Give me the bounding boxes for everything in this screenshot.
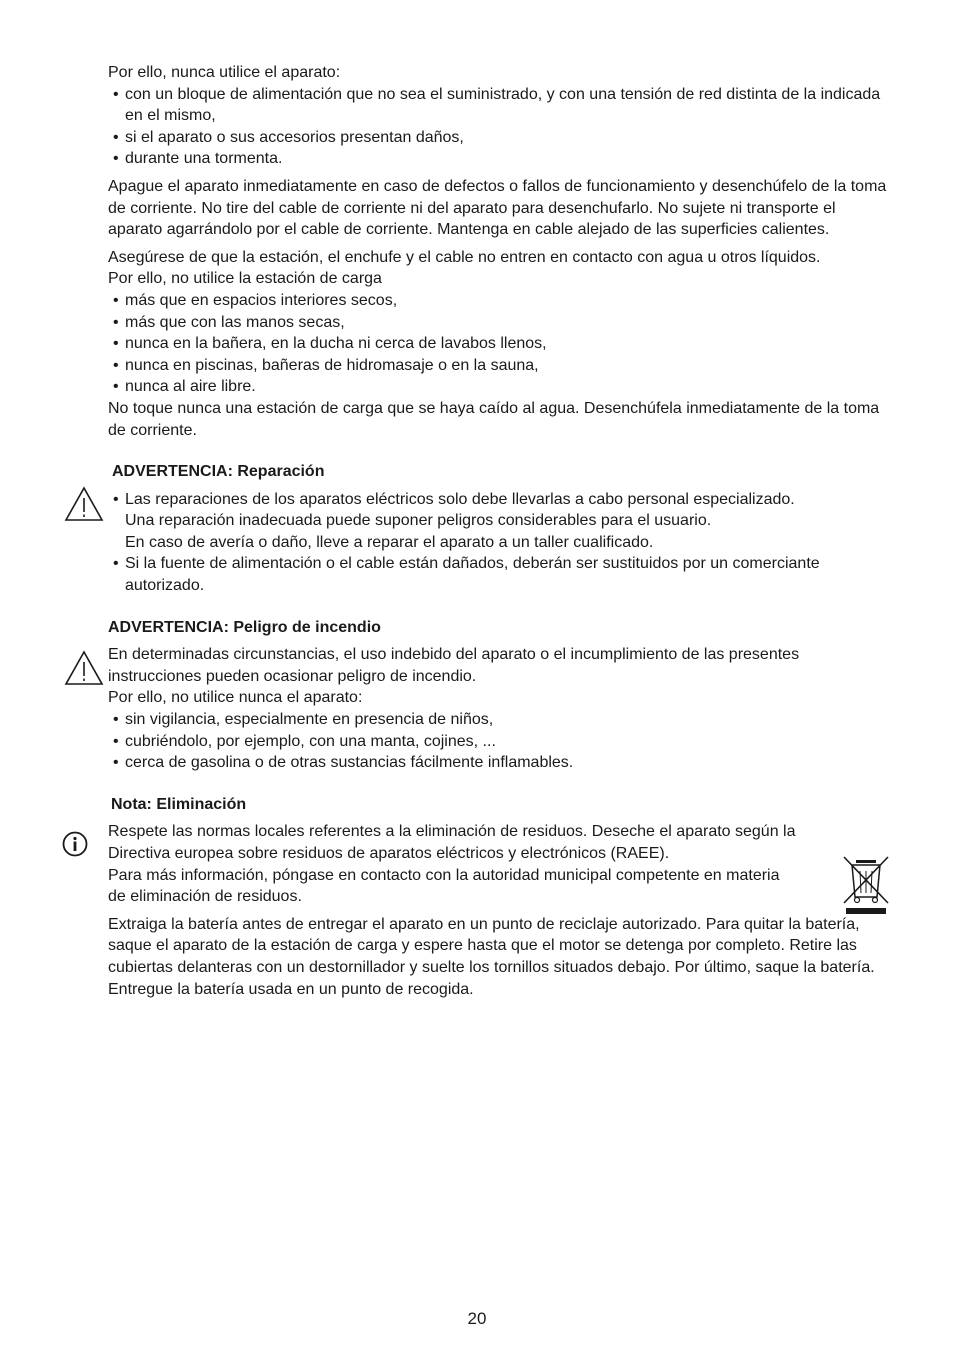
list-item: • si el aparato o sus accesorios presentan daños, (108, 127, 898, 149)
intro-lead: Por ello, nunca utilice el aparato: (108, 64, 341, 81)
section-heading: Nota: Eliminación (111, 795, 247, 813)
paragraph: Extraiga la batería antes de entregar el aparato en un punto de reciclaje autorizado. Para quitar la batería, saque el aparato de la estación de carga y espere hasta que el motor se detenga por completo. Retire las cubiertas delanteras con un destornillador y suelte los tornillos situados debajo. Por último, saque la batería. Entregue la batería usada en un punto de recogida. (108, 915, 875, 998)
list-item: • más que en espacios interiores secos, (108, 290, 898, 312)
section-heading: ADVERTENCIA: Reparación (112, 463, 325, 481)
info-circle-icon (62, 831, 88, 857)
intro-list (108, 84, 898, 170)
paragraph: Por ello, no utilice nunca el aparato: (108, 689, 363, 707)
note-disposal (108, 794, 898, 1000)
warning-triangle-icon (64, 486, 104, 522)
fire-list (108, 709, 898, 774)
paragraph: Asegúrese de que la estación, el enchufe y el cable no entren en contacto con agua u otros líquidos. (108, 248, 821, 266)
list-item: • con un bloque de alimentación que no sea el suministrado, y con una tensión de red distinta de la indicada en el mismo, (108, 84, 898, 127)
intro-list-2 (108, 290, 898, 398)
list-item: • más que con las manos secas, (108, 312, 898, 334)
list-item-line: En caso de avería o daño, lleve a reparar el aparato a un taller cualificado. (125, 533, 654, 551)
safety-intro (108, 62, 898, 441)
warning-repair (108, 461, 898, 597)
paragraph: No toque nunca una estación de carga que se haya caído al agua. Desenchúfela inmediatamente de la toma de corriente. (108, 399, 880, 439)
section-heading: ADVERTENCIA: Peligro de incendio (108, 618, 381, 636)
list-item: • sin vigilancia, especialmente en presencia de niños, (108, 709, 898, 731)
warning-triangle-icon (64, 650, 104, 686)
document-body (108, 62, 898, 1000)
paragraph: Apague el aparato inmediatamente en caso de defectos o fallos de funcionamiento y desenchúfelo de la toma de corriente. No tire del cable de corriente ni del aparato para desenchufarlo. No sujete ni transporte el aparato agarrándolo por el cable de corriente. Mantenga en cable alejado de las superficies calientes. (108, 177, 887, 239)
list-item: • nunca en piscinas, bañeras de hidromasaje o en la sauna, (108, 355, 898, 377)
list-item: • nunca en la bañera, en la ducha ni cerca de lavabos llenos, (108, 333, 898, 355)
list-item: • nunca al aire libre. (108, 376, 898, 398)
list-item-line: Una reparación inadecuada puede suponer peligros considerables para el usuario. (125, 512, 712, 530)
list-item: • Si la fuente de alimentación o el cable están dañados, deberán ser sustituidos por un comerciante autorizado. (108, 553, 898, 596)
list-item: • cerca de gasolina o de otras sustancias fácilmente inflamables. (108, 752, 898, 774)
paragraph: Para más información, póngase en contacto con la autoridad municipal competente en materia de eliminación de residuos. (108, 866, 780, 906)
repair-list (108, 489, 898, 597)
paragraph: Por ello, no utilice la estación de carga (108, 270, 382, 288)
warning-fire (108, 617, 898, 774)
list-item: • durante una tormenta. (108, 148, 898, 170)
list-item (108, 489, 898, 554)
list-item: • cubriéndolo, por ejemplo, con una manta, cojines, ... (108, 731, 898, 753)
paragraph: Respete las normas locales referentes a la eliminación de residuos. Deseche el aparato según la Directiva europea sobre residuos de aparatos eléctricos y electrónicos (RAEE). (108, 823, 796, 862)
list-item-line: Las reparaciones de los aparatos eléctricos solo debe llevarlas a cabo personal especializado. (125, 490, 795, 508)
page-number: 20 (467, 1309, 487, 1328)
paragraph: En determinadas circunstancias, el uso indebido del aparato o el incumplimiento de las presentes instrucciones pueden ocasionar peligro de incendio. (108, 646, 800, 685)
